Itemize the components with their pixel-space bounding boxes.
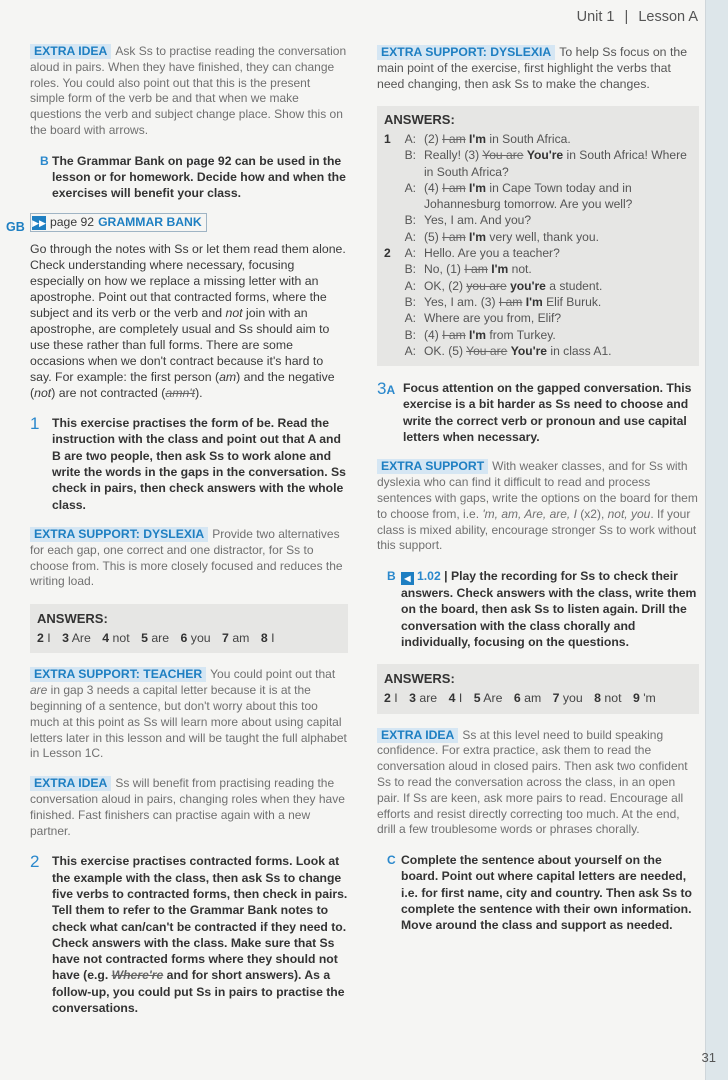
answers-dialogue	[384, 131, 692, 359]
dialogue-pre: Yes, I am. And you?	[424, 213, 532, 228]
struck-form: I am	[442, 132, 466, 146]
dialogue-post: a student.	[545, 278, 603, 293]
dialogue-pre: OK, (2)	[424, 278, 467, 293]
exercise-c-text: Complete the sentence about yourself on the board. Point out where capital letters are needed, i.e. for first name, city and country. Then ask Ss to complete the sentence with their own information. Move around the class and support as needed.	[401, 853, 692, 933]
answer-separator	[95, 631, 98, 645]
answer-separator	[173, 631, 176, 645]
speaker-label: A:	[404, 278, 416, 293]
speaker-label: B:	[404, 148, 416, 163]
extra-idea-2-text: Ss will benefit from practising reading the conversation aloud in pairs, changing roles when they have finished. Fast finishers can practise again with a new partner.	[30, 776, 345, 838]
answer-number: 2	[384, 691, 391, 706]
dialogue-line	[384, 261, 692, 277]
answer-separator	[626, 691, 629, 705]
answer-value: not	[604, 691, 622, 706]
answer-value: I	[458, 691, 463, 706]
extra-support-dyslexia	[30, 527, 348, 590]
dialogue-pre: OK. (5)	[424, 343, 467, 358]
dialogue-number	[384, 278, 398, 294]
speaker-label: B:	[404, 294, 416, 309]
contracted-form: I'm	[469, 327, 487, 342]
contracted-form: You're	[510, 343, 548, 358]
dialogue-pre: Hello. Are you a teacher?	[424, 246, 560, 261]
answer-number: 4	[448, 691, 456, 706]
speaker-label: A:	[404, 311, 416, 326]
speaker-label: A:	[404, 132, 416, 146]
answers-box-1	[30, 604, 348, 653]
dialogue-pre: (4)	[424, 180, 443, 195]
exercise-2-text	[52, 853, 348, 1016]
dialogue-line	[384, 229, 692, 245]
answer-separator	[545, 691, 548, 705]
extra-support-dyslexia-tag: EXTRA SUPPORT: DYSLEXIA	[377, 45, 555, 60]
dialogue-line	[384, 147, 692, 180]
dialogue-line	[384, 131, 692, 147]
answers-box-2	[377, 106, 699, 366]
contracted-form: I'm	[469, 180, 487, 195]
dialogue-line	[384, 327, 692, 343]
dialogue-line	[384, 212, 692, 228]
answer-value: I	[271, 631, 275, 646]
exercise-2-number: 2	[30, 852, 40, 872]
teacher-text-2: in gap 3 needs a capital letter because it is at the beginning of a sentence, but don't worry about this too much at this point as Ss will learn more about using capital letters later in this lesson and will be taught the full alphabet in Lesson 1C.	[30, 683, 347, 761]
speaker-label: A:	[404, 180, 416, 195]
exercise-3a-label	[377, 380, 403, 445]
answer-separator	[215, 631, 218, 645]
ex2-wherere: Where're	[111, 968, 164, 983]
exercise-3a	[377, 380, 699, 445]
dialogue-text	[424, 310, 692, 326]
header-separator: |	[624, 9, 629, 25]
gb-text-2: join with an apostrophe, are completely usual and Ss should aim to use these rather than full forms. There are some occasions when we don't contract because it's hard to say. For example: the first person (	[30, 306, 330, 385]
dialogue-text	[424, 131, 692, 147]
dialogue-text	[424, 147, 692, 180]
exercise-b-text	[401, 568, 699, 650]
dialogue-pre: No, (1)	[424, 262, 465, 277]
extra-idea-right-text: Ss at this level need to build speaking confidence. For extra practice, ask them to read the conversation aloud in closed pairs. Then ask two confident Ss to read the conversation across the class, in an open pair. If Ss are keen, ask more pairs to read. Encourage all efforts and resist directly correcting too much. At the end, drill a few troublesome words or phrases chorally.	[377, 727, 688, 837]
gb-text-5: ).	[195, 386, 203, 401]
item-letter: B	[40, 153, 49, 168]
extra-support-teacher	[30, 667, 348, 762]
dialogue-post: Elif Buruk.	[542, 294, 602, 309]
dialogue-pre: Where are you from, Elif?	[424, 311, 562, 326]
struck-form: You are	[466, 343, 508, 358]
dialogue-number	[384, 147, 398, 180]
dialogue-text	[424, 261, 692, 277]
dialogue-number	[384, 261, 398, 277]
answer-value: am	[524, 691, 542, 706]
audio-icon[interactable]: ◀	[401, 572, 414, 585]
answers-3-row	[384, 690, 692, 706]
gb-text-not2: not	[34, 386, 52, 401]
gb-text-3: ) and the negative (	[30, 370, 335, 401]
dialogue-post: in South Africa.	[486, 132, 571, 146]
extra-support-options-2: not, you	[607, 506, 651, 521]
extra-support-text-3: . If your class is mixed ability, encourage stronger Ss to work without this support.	[377, 506, 697, 553]
lesson-label: Lesson A	[638, 9, 698, 25]
extra-support-dyslexia-text: To help Ss focus on the main point of the exercise, first highlight the verbs that need changing, then ask Ss to make the changes.	[377, 45, 688, 91]
dialogue-number: 2	[384, 246, 391, 261]
dialogue-post: in South Africa! Where in South Africa?	[424, 148, 687, 179]
dialogue-number: 1	[384, 132, 391, 146]
exercise-b-instructions: Play the recording for Ss to check their answers. Check answers with the class, write them on the board, then ask Ss to listen again. Drill the conversation with the class chorally and individually, focusing on the questions.	[401, 569, 697, 650]
page-header	[577, 9, 698, 25]
dialogue-text	[424, 294, 692, 310]
answers-3-heading: ANSWERS:	[384, 671, 455, 687]
exercise-1-text: This exercise practises the form of be. Read the instruction with the class and point out that A and B are two people, then ask Ss to work alone and write the words in the gaps in the conversation. Ss check in pairs, then check answers with the whole class.	[52, 416, 346, 512]
answer-value: you	[190, 631, 211, 646]
answer-value: I	[47, 631, 51, 646]
dialogue-pre: Really! (3)	[424, 148, 483, 163]
answer-value: am	[232, 631, 250, 646]
answer-number: 8	[594, 691, 601, 706]
answer-value: are	[151, 631, 170, 646]
extra-support-tag: EXTRA SUPPORT: DYSLEXIA	[30, 527, 208, 542]
extra-support-teacher-tag: EXTRA SUPPORT: TEACHER	[30, 667, 206, 682]
exercise-b-letter: B	[387, 569, 396, 584]
answer-separator	[134, 631, 137, 645]
speaker-label: A:	[404, 246, 416, 261]
grammar-bank-ref[interactable]	[30, 213, 348, 233]
audio-separator: |	[444, 569, 448, 584]
dialogue-text	[424, 343, 692, 359]
answer-number: 9	[632, 691, 640, 706]
answer-separator	[55, 631, 58, 645]
dialogue-text	[424, 278, 692, 294]
dialogue-text	[424, 229, 692, 245]
contracted-form: I'm	[469, 132, 487, 146]
answer-value: Are	[483, 691, 503, 706]
speaker-label: B:	[404, 262, 416, 277]
dialogue-number	[384, 310, 398, 326]
exercise-c-letter: C	[387, 853, 396, 868]
answer-separator	[506, 691, 509, 705]
speaker-label: B:	[404, 213, 416, 228]
extra-idea-tag: EXTRA IDEA	[30, 44, 111, 59]
unit-label: Unit 1	[576, 9, 615, 25]
gb-text-amnt: amn't	[165, 386, 196, 401]
dialogue-pre: (5)	[424, 229, 443, 244]
dialogue-pre: (2)	[424, 132, 443, 146]
ex2-text-2: and for short answers). As a follow-up, you could put Ss in pairs to practise the conversations.	[52, 968, 345, 1016]
answer-value: Are	[71, 631, 91, 646]
page-edge-line	[705, 0, 706, 1080]
contracted-form: You're	[526, 148, 564, 163]
exercise-number: 1	[30, 414, 40, 434]
extra-support-text: Provide two alternatives for each gap, one correct and one distractor, for Ss to choose from. This is more closely focused and reduces the writing load.	[30, 526, 343, 589]
struck-form: I am	[442, 180, 466, 195]
answers-heading: ANSWERS:	[37, 611, 108, 627]
gb-text-1: Go through the notes with Ss or let them read them alone. Check understanding where necessary, focusing especially on how we replace a missing letter with an apostrophe. Point out that contracted forms, where the subject and its verb or the verb and	[30, 242, 346, 321]
dialogue-text	[424, 212, 692, 228]
answer-separator	[587, 691, 590, 705]
answer-value: I	[394, 691, 398, 706]
gb-text-not: not	[225, 306, 243, 321]
dialogue-text	[424, 327, 692, 343]
grammar-bank-page: page 92	[50, 215, 95, 230]
exercise-2	[30, 853, 348, 1016]
answer-number: 3	[409, 691, 416, 706]
answer-number: 5	[473, 691, 481, 706]
dialogue-post: in Cape Town today and in Johannesburg tomorrow. Are you well?	[424, 180, 633, 212]
gb-side-label: GB	[6, 220, 25, 234]
extra-support-options: 'm, am, Are, are, I	[482, 506, 577, 521]
extra-idea-2	[30, 776, 348, 839]
dialogue-line	[384, 180, 692, 213]
answer-number: 7	[552, 691, 560, 706]
contracted-form: I'm	[525, 294, 543, 309]
dialogue-pre: (4)	[424, 327, 443, 342]
answers-row	[37, 630, 341, 646]
dialogue-number	[384, 294, 398, 310]
teacher-text-1: You could point out that	[210, 667, 336, 682]
forward-icon: ▶▶	[32, 217, 46, 228]
exercise-1	[30, 415, 348, 513]
teacher-text-are: are	[30, 683, 48, 698]
answer-number: 5	[141, 631, 148, 646]
dialogue-post: from Turkey.	[486, 327, 556, 342]
contracted-form: you're	[510, 278, 546, 293]
dialogue-line	[384, 310, 692, 326]
dialogue-number	[384, 327, 398, 343]
extra-idea-2-tag: EXTRA IDEA	[30, 776, 111, 791]
extra-support-text-1: With weaker classes, and for Ss with dyslexia who can find it difficult to read and process sentences with gaps, write the options on the board for them to choose from, i.e.	[377, 459, 698, 521]
answer-value: not	[112, 631, 130, 646]
speaker-label: A:	[404, 229, 416, 244]
dialogue-line	[384, 294, 692, 310]
answer-separator	[402, 691, 405, 705]
answer-value: you	[562, 691, 583, 706]
audio-track[interactable]: 1.02	[417, 569, 441, 584]
page-number: 31	[701, 1050, 716, 1065]
answer-number: 6	[513, 691, 521, 706]
struck-form: I am	[498, 294, 523, 309]
dialogue-number	[384, 343, 398, 359]
exercise-c	[377, 852, 699, 933]
dialogue-number	[384, 180, 398, 213]
dialogue-line	[384, 278, 692, 294]
gb-text-am: am	[219, 370, 237, 385]
answer-value: are	[419, 691, 438, 706]
answer-number: 6	[180, 631, 188, 646]
answer-number: 4	[102, 631, 110, 646]
page-edge-strip	[706, 0, 728, 1080]
answer-number: 3	[62, 631, 69, 646]
answer-value: 'm	[643, 691, 656, 706]
struck-form: You are	[482, 148, 524, 163]
extra-support-dyslexia-right	[377, 44, 699, 92]
struck-form: I am	[464, 262, 488, 277]
extra-idea-text: Ask Ss to practise reading the conversation aloud in pairs. When they have finished, they can change roles. You could also point out that this is the present simple form of the verb be and that when we make questions the verb and subject change place. Show this on the board with arrows.	[30, 44, 347, 137]
answer-separator	[441, 691, 444, 705]
dialogue-text	[424, 180, 692, 213]
dialogue-post: very well, thank you.	[486, 229, 599, 244]
struck-form: I am	[442, 327, 466, 342]
exercise-b-right	[377, 568, 699, 650]
dialogue-pre: Yes, I am. (3)	[424, 294, 499, 309]
contracted-form: I'm	[491, 262, 509, 277]
answer-number: 7	[222, 631, 229, 646]
answer-separator	[253, 631, 256, 645]
dialogue-text	[424, 245, 692, 261]
grammar-bank-label: GRAMMAR BANK	[98, 215, 202, 230]
exercise-3-number: 3	[377, 379, 387, 399]
dialogue-number	[384, 212, 398, 228]
speaker-label: A:	[404, 343, 416, 358]
dialogue-line	[384, 245, 692, 261]
answer-number: 8	[260, 631, 268, 646]
item-b	[30, 153, 348, 202]
struck-form: you are	[466, 278, 507, 293]
exercise-3-letter: A	[386, 383, 396, 398]
speaker-label: B:	[404, 327, 416, 342]
right-column	[377, 44, 699, 934]
extra-idea-right	[377, 728, 699, 839]
dialogue-post: not.	[508, 262, 532, 277]
contracted-form: I'm	[469, 229, 487, 244]
ex2-text-1: This exercise practises contracted forms. Look at the example with the class, then ask Ss to change five verbs to contracted forms, then check in pairs. Tell them to refer to the Grammar Bank notes to check what can/can't be contracted if they need to. Check answers with the class. Make sure that Ss have not contracted forms where they should not have (e.g.	[52, 854, 348, 983]
extra-idea-right-tag: EXTRA IDEA	[377, 728, 458, 743]
left-column	[30, 44, 348, 1016]
item-b-text: The Grammar Bank on page 92 can be used in the lesson or for homework. Decide how and when the exercises will benefit your class.	[52, 153, 346, 201]
extra-idea-1	[30, 44, 348, 139]
exercise-3a-text: Focus attention on the gapped conversation. This exercise is a bit harder as Ss need to choose and write the correct verb or pronoun and use capital letters when necessary.	[403, 381, 692, 445]
gb-text-4: ) are not contracted (	[51, 386, 166, 401]
grammar-bank-notes	[30, 241, 348, 401]
grammar-bank-link[interactable]	[30, 213, 207, 232]
extra-support-text-2: (x2),	[576, 506, 608, 521]
dialogue-number	[384, 229, 398, 245]
struck-form: I am	[442, 229, 466, 244]
answer-number: 2	[37, 631, 44, 646]
dialogue-post: in class A1.	[547, 343, 612, 358]
extra-support	[377, 459, 699, 554]
answers-box-3	[377, 664, 699, 713]
dialogue-line	[384, 343, 692, 359]
answer-separator	[466, 691, 469, 705]
answers-2-heading: ANSWERS:	[384, 112, 455, 127]
extra-support-tag-right: EXTRA SUPPORT	[377, 459, 488, 474]
